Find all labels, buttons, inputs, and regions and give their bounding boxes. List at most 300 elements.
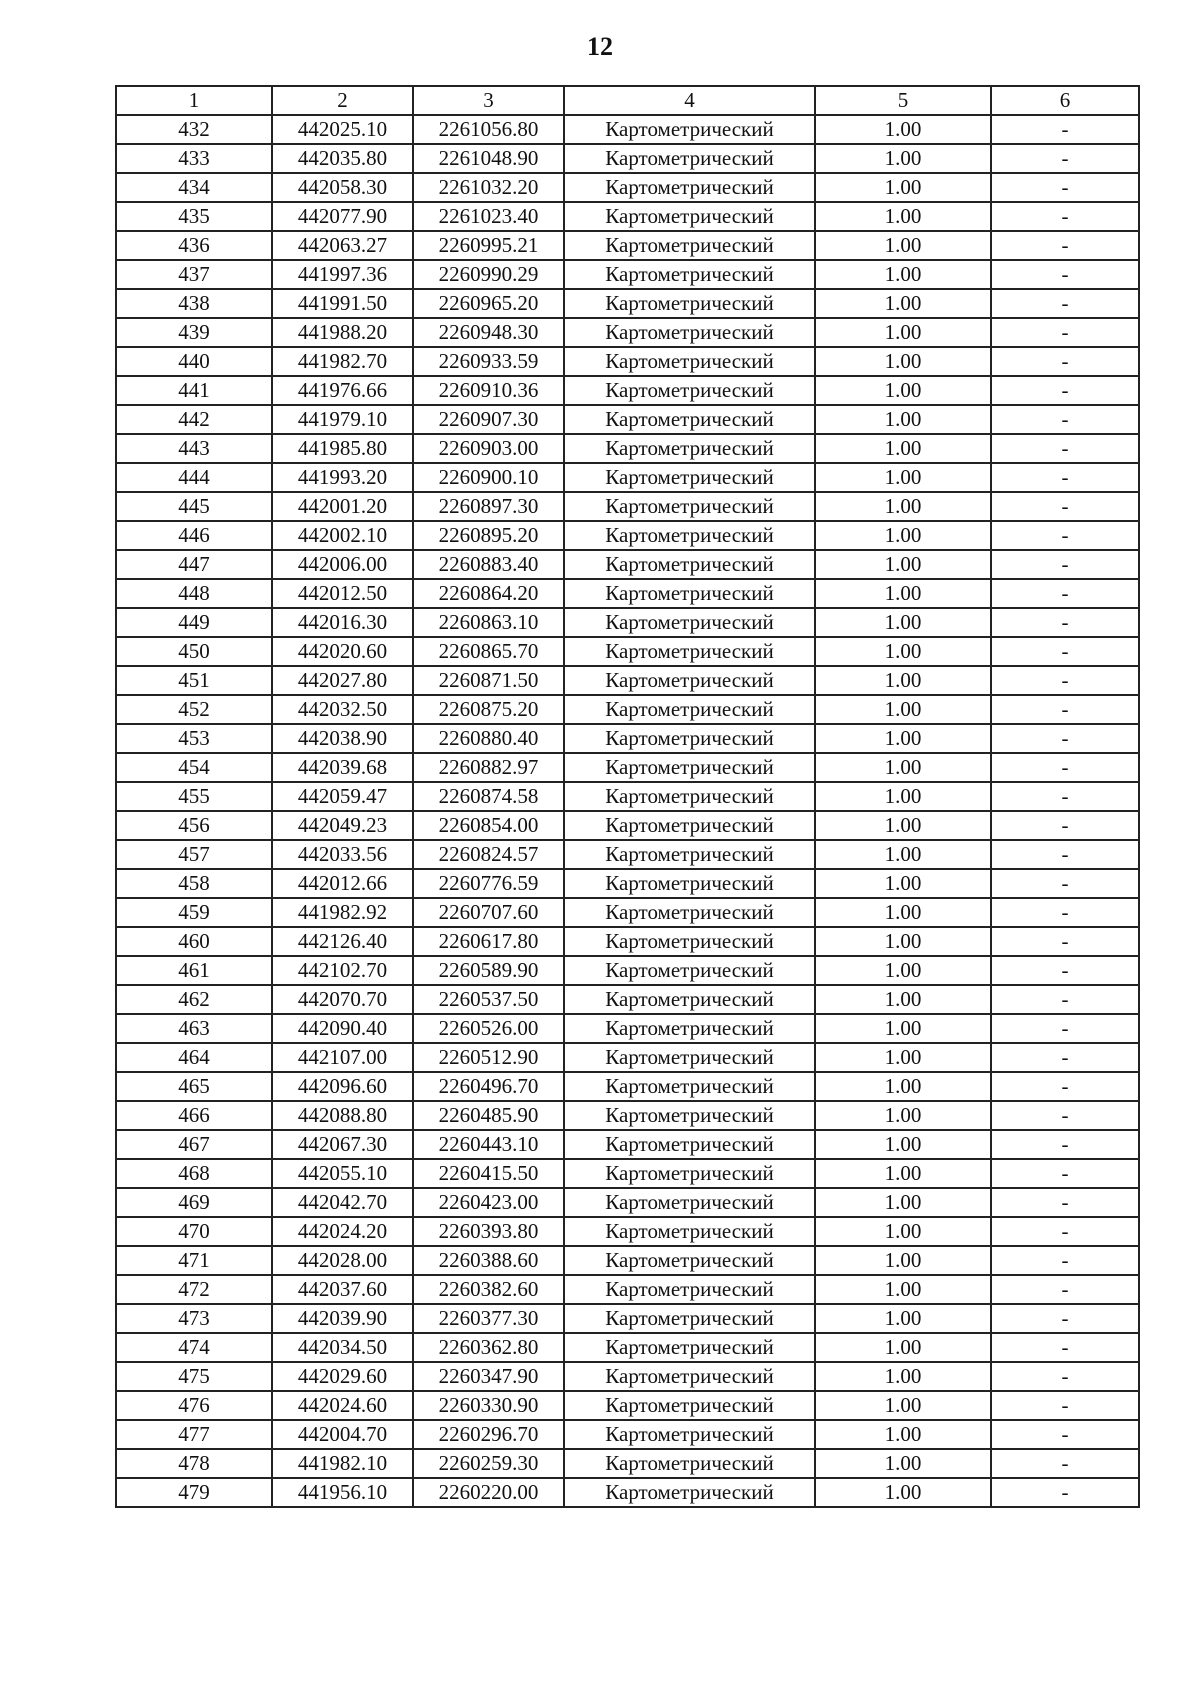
description-cell: - — [991, 463, 1139, 492]
point-number-cell: 469 — [116, 1188, 272, 1217]
table-row — [116, 1101, 1139, 1130]
accuracy-cell: 1.00 — [815, 753, 991, 782]
table-row — [116, 1159, 1139, 1188]
method-cell: Картометрический — [564, 376, 815, 405]
point-number-cell: 437 — [116, 260, 272, 289]
point-number-cell: 440 — [116, 347, 272, 376]
y-coordinate-cell: 2260485.90 — [413, 1101, 564, 1130]
accuracy-cell: 1.00 — [815, 1478, 991, 1507]
description-cell: - — [991, 608, 1139, 637]
point-number-cell: 452 — [116, 695, 272, 724]
method-cell: Картометрический — [564, 1449, 815, 1478]
method-cell: Картометрический — [564, 521, 815, 550]
y-coordinate-cell: 2260933.59 — [413, 347, 564, 376]
table-row — [116, 1478, 1139, 1507]
description-cell: - — [991, 289, 1139, 318]
y-coordinate-cell: 2261056.80 — [413, 115, 564, 144]
description-cell: - — [991, 492, 1139, 521]
y-coordinate-cell: 2260910.36 — [413, 376, 564, 405]
point-number-cell: 472 — [116, 1275, 272, 1304]
point-number-cell: 478 — [116, 1449, 272, 1478]
description-cell: - — [991, 724, 1139, 753]
x-coordinate-cell: 441985.80 — [272, 434, 413, 463]
description-cell: - — [991, 579, 1139, 608]
description-cell: - — [991, 1275, 1139, 1304]
point-number-cell: 461 — [116, 956, 272, 985]
description-cell: - — [991, 1130, 1139, 1159]
point-number-cell: 466 — [116, 1101, 272, 1130]
x-coordinate-cell: 442039.68 — [272, 753, 413, 782]
method-cell: Картометрический — [564, 434, 815, 463]
method-cell: Картометрический — [564, 811, 815, 840]
accuracy-cell: 1.00 — [815, 1130, 991, 1159]
accuracy-cell: 1.00 — [815, 1217, 991, 1246]
x-coordinate-cell: 442063.27 — [272, 231, 413, 260]
description-cell: - — [991, 956, 1139, 985]
method-cell: Картометрический — [564, 956, 815, 985]
y-coordinate-cell: 2260526.00 — [413, 1014, 564, 1043]
description-cell: - — [991, 1043, 1139, 1072]
description-cell: - — [991, 1420, 1139, 1449]
point-number-cell: 470 — [116, 1217, 272, 1246]
x-coordinate-cell: 442059.47 — [272, 782, 413, 811]
y-coordinate-cell: 2260415.50 — [413, 1159, 564, 1188]
x-coordinate-cell: 442070.70 — [272, 985, 413, 1014]
description-cell: - — [991, 1391, 1139, 1420]
accuracy-cell: 1.00 — [815, 434, 991, 463]
y-coordinate-cell: 2260903.00 — [413, 434, 564, 463]
description-cell: - — [991, 898, 1139, 927]
accuracy-cell: 1.00 — [815, 782, 991, 811]
column-header: 6 — [991, 86, 1139, 115]
method-cell: Картометрический — [564, 1188, 815, 1217]
description-cell: - — [991, 1362, 1139, 1391]
y-coordinate-cell: 2260589.90 — [413, 956, 564, 985]
x-coordinate-cell: 442042.70 — [272, 1188, 413, 1217]
accuracy-cell: 1.00 — [815, 1014, 991, 1043]
method-cell: Картометрический — [564, 347, 815, 376]
description-cell: - — [991, 985, 1139, 1014]
point-number-cell: 435 — [116, 202, 272, 231]
table-row — [116, 289, 1139, 318]
point-number-cell: 439 — [116, 318, 272, 347]
method-cell: Картометрический — [564, 666, 815, 695]
method-cell: Картометрический — [564, 318, 815, 347]
description-cell: - — [991, 550, 1139, 579]
x-coordinate-cell: 442027.80 — [272, 666, 413, 695]
table-row — [116, 1246, 1139, 1275]
point-number-cell: 475 — [116, 1362, 272, 1391]
table-row — [116, 434, 1139, 463]
y-coordinate-cell: 2260965.20 — [413, 289, 564, 318]
point-number-cell: 443 — [116, 434, 272, 463]
accuracy-cell: 1.00 — [815, 144, 991, 173]
table-row — [116, 173, 1139, 202]
description-cell: - — [991, 144, 1139, 173]
x-coordinate-cell: 442012.50 — [272, 579, 413, 608]
header-row — [116, 86, 1139, 115]
x-coordinate-cell: 442102.70 — [272, 956, 413, 985]
y-coordinate-cell: 2260874.58 — [413, 782, 564, 811]
point-number-cell: 477 — [116, 1420, 272, 1449]
x-coordinate-cell: 442006.00 — [272, 550, 413, 579]
y-coordinate-cell: 2260377.30 — [413, 1304, 564, 1333]
table-row — [116, 1072, 1139, 1101]
x-coordinate-cell: 441988.20 — [272, 318, 413, 347]
table-row — [116, 608, 1139, 637]
method-cell: Картометрический — [564, 608, 815, 637]
x-coordinate-cell: 442034.50 — [272, 1333, 413, 1362]
point-number-cell: 441 — [116, 376, 272, 405]
accuracy-cell: 1.00 — [815, 608, 991, 637]
y-coordinate-cell: 2260537.50 — [413, 985, 564, 1014]
method-cell: Картометрический — [564, 289, 815, 318]
point-number-cell: 476 — [116, 1391, 272, 1420]
x-coordinate-cell: 441997.36 — [272, 260, 413, 289]
point-number-cell: 433 — [116, 144, 272, 173]
x-coordinate-cell: 442088.80 — [272, 1101, 413, 1130]
x-coordinate-cell: 442025.10 — [272, 115, 413, 144]
method-cell: Картометрический — [564, 1246, 815, 1275]
point-number-cell: 445 — [116, 492, 272, 521]
x-coordinate-cell: 441982.70 — [272, 347, 413, 376]
method-cell: Картометрический — [564, 724, 815, 753]
point-number-cell: 453 — [116, 724, 272, 753]
table-row — [116, 811, 1139, 840]
description-cell: - — [991, 115, 1139, 144]
accuracy-cell: 1.00 — [815, 898, 991, 927]
accuracy-cell: 1.00 — [815, 347, 991, 376]
method-cell: Картометрический — [564, 927, 815, 956]
accuracy-cell: 1.00 — [815, 1043, 991, 1072]
accuracy-cell: 1.00 — [815, 1333, 991, 1362]
table-row — [116, 115, 1139, 144]
table-row — [116, 347, 1139, 376]
table-row — [116, 260, 1139, 289]
accuracy-cell: 1.00 — [815, 956, 991, 985]
x-coordinate-cell: 442126.40 — [272, 927, 413, 956]
table-row — [116, 869, 1139, 898]
method-cell: Картометрический — [564, 550, 815, 579]
description-cell: - — [991, 1072, 1139, 1101]
point-number-cell: 446 — [116, 521, 272, 550]
x-coordinate-cell: 442107.00 — [272, 1043, 413, 1072]
method-cell: Картометрический — [564, 1362, 815, 1391]
x-coordinate-cell: 442016.30 — [272, 608, 413, 637]
y-coordinate-cell: 2260854.00 — [413, 811, 564, 840]
accuracy-cell: 1.00 — [815, 289, 991, 318]
x-coordinate-cell: 442096.60 — [272, 1072, 413, 1101]
column-header: 3 — [413, 86, 564, 115]
accuracy-cell: 1.00 — [815, 1101, 991, 1130]
point-number-cell: 463 — [116, 1014, 272, 1043]
table-row — [116, 666, 1139, 695]
y-coordinate-cell: 2260897.30 — [413, 492, 564, 521]
description-cell: - — [991, 1101, 1139, 1130]
table-row — [116, 144, 1139, 173]
coordinates-table — [115, 85, 1140, 1508]
table-row — [116, 1333, 1139, 1362]
description-cell: - — [991, 1478, 1139, 1507]
accuracy-cell: 1.00 — [815, 579, 991, 608]
accuracy-cell: 1.00 — [815, 869, 991, 898]
method-cell: Картометрический — [564, 1333, 815, 1362]
point-number-cell: 436 — [116, 231, 272, 260]
x-coordinate-cell: 442033.56 — [272, 840, 413, 869]
y-coordinate-cell: 2260871.50 — [413, 666, 564, 695]
table-row — [116, 1420, 1139, 1449]
accuracy-cell: 1.00 — [815, 666, 991, 695]
description-cell: - — [991, 521, 1139, 550]
accuracy-cell: 1.00 — [815, 318, 991, 347]
table-row — [116, 753, 1139, 782]
accuracy-cell: 1.00 — [815, 927, 991, 956]
table-row — [116, 927, 1139, 956]
table-row — [116, 1304, 1139, 1333]
point-number-cell: 457 — [116, 840, 272, 869]
accuracy-cell: 1.00 — [815, 492, 991, 521]
accuracy-cell: 1.00 — [815, 1072, 991, 1101]
method-cell: Картометрический — [564, 231, 815, 260]
method-cell: Картометрический — [564, 1101, 815, 1130]
x-coordinate-cell: 442055.10 — [272, 1159, 413, 1188]
y-coordinate-cell: 2260512.90 — [413, 1043, 564, 1072]
accuracy-cell: 1.00 — [815, 1420, 991, 1449]
table-row — [116, 637, 1139, 666]
table-row — [116, 463, 1139, 492]
table-row — [116, 1188, 1139, 1217]
accuracy-cell: 1.00 — [815, 463, 991, 492]
table-row — [116, 724, 1139, 753]
x-coordinate-cell: 442035.80 — [272, 144, 413, 173]
x-coordinate-cell: 442012.66 — [272, 869, 413, 898]
y-coordinate-cell: 2260362.80 — [413, 1333, 564, 1362]
method-cell: Картометрический — [564, 144, 815, 173]
method-cell: Картометрический — [564, 1217, 815, 1246]
y-coordinate-cell: 2260220.00 — [413, 1478, 564, 1507]
y-coordinate-cell: 2260496.70 — [413, 1072, 564, 1101]
table-row — [116, 376, 1139, 405]
table-row — [116, 956, 1139, 985]
accuracy-cell: 1.00 — [815, 1391, 991, 1420]
description-cell: - — [991, 347, 1139, 376]
method-cell: Картометрический — [564, 869, 815, 898]
table-row — [116, 202, 1139, 231]
description-cell: - — [991, 927, 1139, 956]
point-number-cell: 451 — [116, 666, 272, 695]
description-cell: - — [991, 1014, 1139, 1043]
accuracy-cell: 1.00 — [815, 231, 991, 260]
method-cell: Картометрический — [564, 1043, 815, 1072]
table-row — [116, 1217, 1139, 1246]
x-coordinate-cell: 441993.20 — [272, 463, 413, 492]
table-row — [116, 898, 1139, 927]
x-coordinate-cell: 442024.20 — [272, 1217, 413, 1246]
x-coordinate-cell: 442039.90 — [272, 1304, 413, 1333]
x-coordinate-cell: 442024.60 — [272, 1391, 413, 1420]
accuracy-cell: 1.00 — [815, 173, 991, 202]
table-row — [116, 782, 1139, 811]
point-number-cell: 444 — [116, 463, 272, 492]
description-cell: - — [991, 1159, 1139, 1188]
table-row — [116, 1014, 1139, 1043]
method-cell: Картометрический — [564, 1478, 815, 1507]
x-coordinate-cell: 442090.40 — [272, 1014, 413, 1043]
table-row — [116, 318, 1139, 347]
y-coordinate-cell: 2260707.60 — [413, 898, 564, 927]
accuracy-cell: 1.00 — [815, 376, 991, 405]
accuracy-cell: 1.00 — [815, 1246, 991, 1275]
description-cell: - — [991, 695, 1139, 724]
x-coordinate-cell: 442032.50 — [272, 695, 413, 724]
point-number-cell: 465 — [116, 1072, 272, 1101]
accuracy-cell: 1.00 — [815, 1275, 991, 1304]
point-number-cell: 432 — [116, 115, 272, 144]
x-coordinate-cell: 441982.92 — [272, 898, 413, 927]
point-number-cell: 479 — [116, 1478, 272, 1507]
table-row — [116, 1391, 1139, 1420]
description-cell: - — [991, 1188, 1139, 1217]
accuracy-cell: 1.00 — [815, 840, 991, 869]
accuracy-cell: 1.00 — [815, 1188, 991, 1217]
description-cell: - — [991, 840, 1139, 869]
x-coordinate-cell: 442029.60 — [272, 1362, 413, 1391]
method-cell: Картометрический — [564, 463, 815, 492]
x-coordinate-cell: 442004.70 — [272, 1420, 413, 1449]
point-number-cell: 459 — [116, 898, 272, 927]
table-row — [116, 985, 1139, 1014]
point-number-cell: 468 — [116, 1159, 272, 1188]
point-number-cell: 471 — [116, 1246, 272, 1275]
table-row — [116, 231, 1139, 260]
y-coordinate-cell: 2260990.29 — [413, 260, 564, 289]
method-cell: Картометрический — [564, 637, 815, 666]
description-cell: - — [991, 811, 1139, 840]
point-number-cell: 473 — [116, 1304, 272, 1333]
x-coordinate-cell: 442058.30 — [272, 173, 413, 202]
description-cell: - — [991, 173, 1139, 202]
x-coordinate-cell: 442049.23 — [272, 811, 413, 840]
y-coordinate-cell: 2260863.10 — [413, 608, 564, 637]
accuracy-cell: 1.00 — [815, 521, 991, 550]
y-coordinate-cell: 2260875.20 — [413, 695, 564, 724]
y-coordinate-cell: 2260393.80 — [413, 1217, 564, 1246]
point-number-cell: 467 — [116, 1130, 272, 1159]
table-row — [116, 579, 1139, 608]
method-cell: Картометрический — [564, 173, 815, 202]
description-cell: - — [991, 1246, 1139, 1275]
column-header: 5 — [815, 86, 991, 115]
page-number: 12 — [587, 32, 613, 61]
method-cell: Картометрический — [564, 695, 815, 724]
description-cell: - — [991, 231, 1139, 260]
x-coordinate-cell: 441956.10 — [272, 1478, 413, 1507]
y-coordinate-cell: 2260948.30 — [413, 318, 564, 347]
description-cell: - — [991, 202, 1139, 231]
method-cell: Картометрический — [564, 1014, 815, 1043]
y-coordinate-cell: 2260423.00 — [413, 1188, 564, 1217]
description-cell: - — [991, 1449, 1139, 1478]
description-cell: - — [991, 376, 1139, 405]
point-number-cell: 464 — [116, 1043, 272, 1072]
x-coordinate-cell: 441982.10 — [272, 1449, 413, 1478]
x-coordinate-cell: 442020.60 — [272, 637, 413, 666]
method-cell: Картометрический — [564, 898, 815, 927]
method-cell: Картометрический — [564, 1275, 815, 1304]
table-row — [116, 405, 1139, 434]
method-cell: Картометрический — [564, 1072, 815, 1101]
y-coordinate-cell: 2260617.80 — [413, 927, 564, 956]
accuracy-cell: 1.00 — [815, 1362, 991, 1391]
x-coordinate-cell: 441976.66 — [272, 376, 413, 405]
table-row — [116, 521, 1139, 550]
point-number-cell: 474 — [116, 1333, 272, 1362]
table-row — [116, 695, 1139, 724]
method-cell: Картометрический — [564, 405, 815, 434]
accuracy-cell: 1.00 — [815, 260, 991, 289]
table-row — [116, 1275, 1139, 1304]
x-coordinate-cell: 442077.90 — [272, 202, 413, 231]
point-number-cell: 448 — [116, 579, 272, 608]
y-coordinate-cell: 2260900.10 — [413, 463, 564, 492]
column-header: 1 — [116, 86, 272, 115]
method-cell: Картометрический — [564, 579, 815, 608]
method-cell: Картометрический — [564, 202, 815, 231]
point-number-cell: 462 — [116, 985, 272, 1014]
column-header: 2 — [272, 86, 413, 115]
description-cell: - — [991, 1304, 1139, 1333]
point-number-cell: 450 — [116, 637, 272, 666]
x-coordinate-cell: 442038.90 — [272, 724, 413, 753]
accuracy-cell: 1.00 — [815, 405, 991, 434]
table-row — [116, 492, 1139, 521]
table-row — [116, 1043, 1139, 1072]
accuracy-cell: 1.00 — [815, 695, 991, 724]
y-coordinate-cell: 2260895.20 — [413, 521, 564, 550]
y-coordinate-cell: 2260882.97 — [413, 753, 564, 782]
y-coordinate-cell: 2260330.90 — [413, 1391, 564, 1420]
y-coordinate-cell: 2260824.57 — [413, 840, 564, 869]
point-number-cell: 447 — [116, 550, 272, 579]
accuracy-cell: 1.00 — [815, 985, 991, 1014]
y-coordinate-cell: 2261048.90 — [413, 144, 564, 173]
accuracy-cell: 1.00 — [815, 115, 991, 144]
y-coordinate-cell: 2261032.20 — [413, 173, 564, 202]
description-cell: - — [991, 1333, 1139, 1362]
accuracy-cell: 1.00 — [815, 811, 991, 840]
x-coordinate-cell: 442002.10 — [272, 521, 413, 550]
description-cell: - — [991, 666, 1139, 695]
method-cell: Картометрический — [564, 1420, 815, 1449]
point-number-cell: 449 — [116, 608, 272, 637]
description-cell: - — [991, 869, 1139, 898]
point-number-cell: 442 — [116, 405, 272, 434]
method-cell: Картометрический — [564, 782, 815, 811]
x-coordinate-cell: 442028.00 — [272, 1246, 413, 1275]
method-cell: Картометрический — [564, 1391, 815, 1420]
description-cell: - — [991, 434, 1139, 463]
y-coordinate-cell: 2260382.60 — [413, 1275, 564, 1304]
table-body — [116, 115, 1139, 1507]
x-coordinate-cell: 442037.60 — [272, 1275, 413, 1304]
y-coordinate-cell: 2260259.30 — [413, 1449, 564, 1478]
y-coordinate-cell: 2260883.40 — [413, 550, 564, 579]
accuracy-cell: 1.00 — [815, 550, 991, 579]
x-coordinate-cell: 442067.30 — [272, 1130, 413, 1159]
y-coordinate-cell: 2260347.90 — [413, 1362, 564, 1391]
method-cell: Картометрический — [564, 1159, 815, 1188]
y-coordinate-cell: 2261023.40 — [413, 202, 564, 231]
